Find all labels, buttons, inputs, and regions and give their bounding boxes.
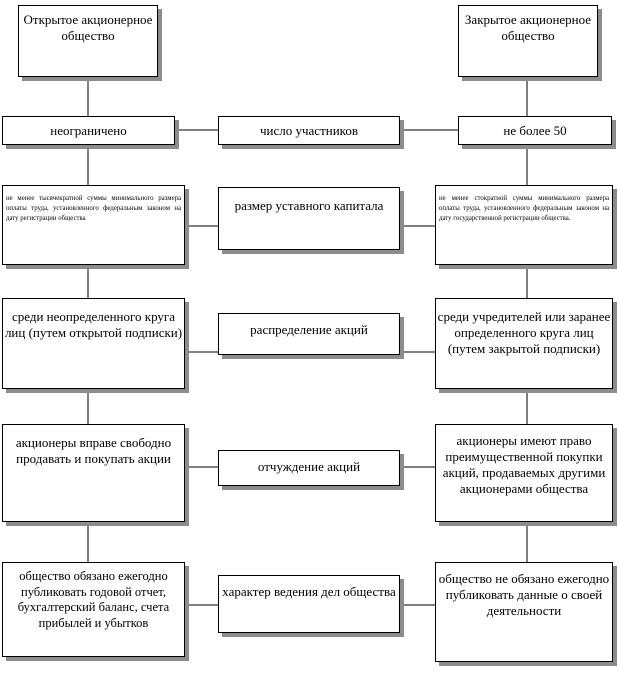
closed-distribution-text: среди учредителей или заранее определенного круга лиц (путем закрытой подписки) — [437, 309, 611, 356]
closed-participants-box — [458, 116, 612, 145]
criterion-alienation-text: отчуждение акций — [257, 459, 361, 474]
header-closed-company — [458, 5, 598, 77]
open-distribution-box — [2, 298, 185, 389]
open-participants-text: неограничено — [50, 123, 127, 138]
closed-conduct-text: общество не обязано ежегодно публиковать данные о своей деятельности — [438, 571, 610, 618]
open-distribution-text: среди неопределенного круга лиц (путем открытой подписки) — [4, 309, 183, 340]
closed-alienation-text: акционеры имеют право преимущественной покупки акций, продаваемых другими акционерами общества — [442, 433, 606, 496]
criterion-participants-text: число участников — [260, 123, 358, 138]
criterion-capital-text: размер уставного капитала — [234, 198, 384, 213]
closed-distribution-box — [435, 298, 613, 389]
open-conduct-box — [2, 562, 185, 657]
criterion-capital-box — [218, 187, 400, 250]
open-participants-box — [2, 116, 175, 145]
criterion-distribution-box — [218, 313, 400, 355]
closed-capital-text: не менее стократной суммы минимального размера оплаты труда, установленного федеральным законом на дату государственной регистрации общества. — [439, 195, 609, 222]
open-capital-text: не менее тысячекратной суммы минимального размера оплаты труда, установленного федеральным законом на дату регистрации общества — [6, 195, 181, 222]
criterion-conduct-box — [218, 575, 400, 633]
criterion-alienation-box — [218, 450, 400, 486]
open-conduct-text: общество обязано ежегодно публиковать годовой отчет, бухгалтерский баланс, счета прибылей и убытков — [17, 569, 170, 630]
header-open-company-text: Открытое акционерное общество — [23, 12, 153, 43]
closed-capital-box — [435, 185, 613, 265]
open-alienation-text: акционеры вправе свободно продавать и покупать акции — [15, 435, 172, 466]
closed-participants-text: не более 50 — [503, 123, 567, 138]
closed-alienation-box — [435, 424, 613, 522]
criterion-conduct-text: характер ведения дел общества — [222, 584, 396, 599]
criterion-distribution-text: распределение акций — [250, 322, 368, 337]
closed-conduct-box — [435, 562, 613, 662]
header-closed-company-text: Закрытое акционерное общество — [464, 12, 592, 43]
open-alienation-box — [2, 424, 185, 522]
criterion-participants-box — [218, 116, 400, 145]
header-open-company — [18, 5, 158, 77]
open-capital-box — [2, 185, 185, 265]
